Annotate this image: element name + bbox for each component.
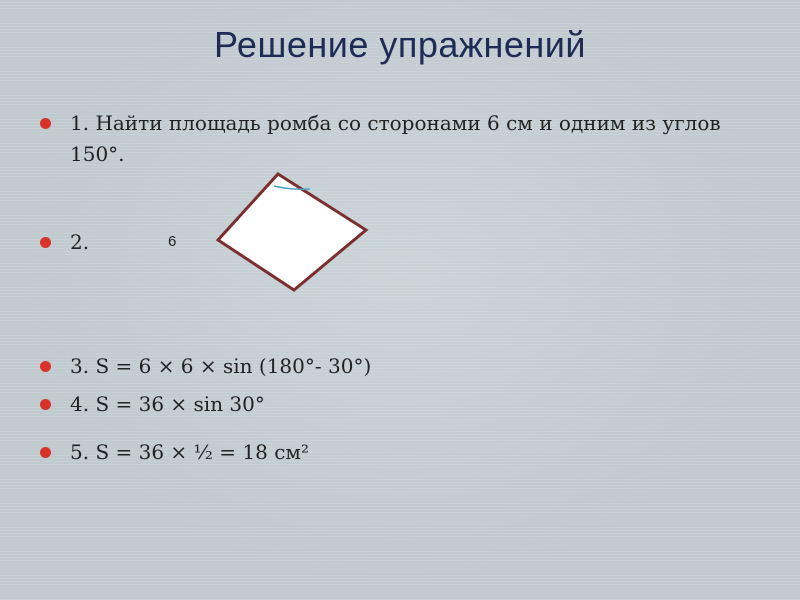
rhombus-figure [214,170,370,294]
list-item-text: 4. S = 36 × sin 30° [70,392,265,416]
rhombus-side-label: 6 [168,233,177,250]
slide-title: Решение упражнений [214,24,586,65]
list-item-text: 3. S = 6 × 6 × sin (180°- 30°) [70,354,372,378]
list-item-text: 1. Найти площадь ромба со сторонами 6 см и одним из углов 150°. [70,111,721,166]
bullet-dot-icon [40,237,51,248]
bullet-dot-icon [40,361,51,372]
list-item-text: 2. [70,230,90,254]
rhombus-shape [218,174,366,290]
bullet-dot-icon [40,118,51,129]
bullet-dot-icon [40,399,51,410]
bullet-dot-icon [40,447,51,458]
list-item-text: 5. S = 36 × ½ = 18 см² [70,440,309,464]
